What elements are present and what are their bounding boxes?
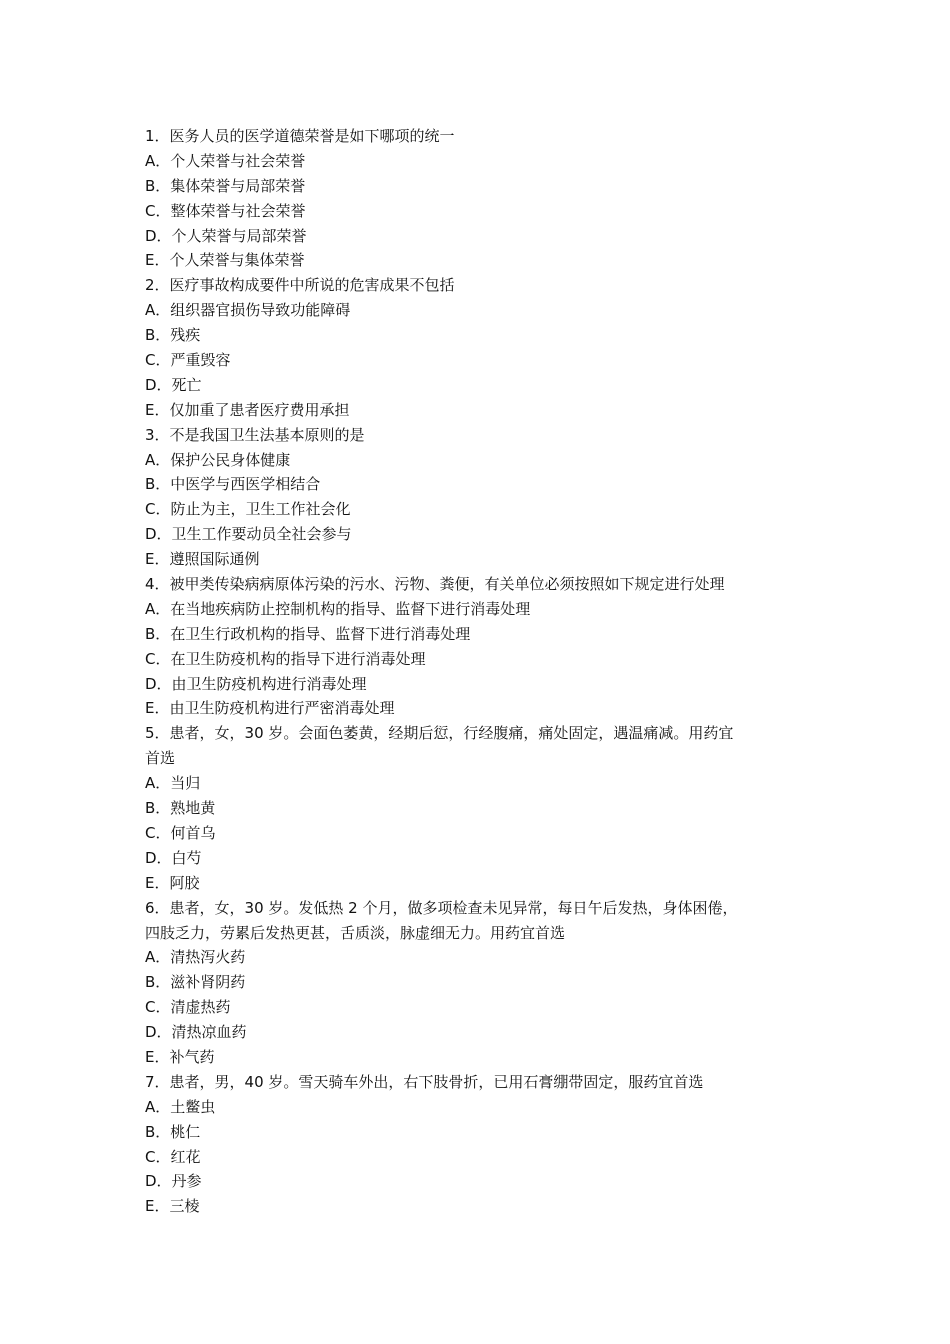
option-d: D．卫生工作要动员全社会参与 <box>145 525 352 544</box>
exam-page <box>145 124 815 1219</box>
option-c: C．防止为主，卫生工作社会化 <box>145 500 351 519</box>
option-e: E．仅加重了患者医疗费用承担 <box>145 400 350 419</box>
option-a: A．土鳖虫 <box>145 1097 216 1116</box>
option-d: D．由卫生防疫机构进行消毒处理 <box>145 674 367 693</box>
option-e: E．遵照国际通例 <box>145 550 260 569</box>
question-stem: 7．患者，男，40 岁。雪天骑车外出，右下肢骨折，已用石膏绷带固定，服药宜首选 <box>145 1072 704 1091</box>
option-d: D．白芍 <box>145 848 202 867</box>
question-1 <box>145 124 815 273</box>
option-b: B．中医学与西医学相结合 <box>145 475 321 494</box>
option-a: A．当归 <box>145 774 201 793</box>
option-c: C．整体荣誉与社会荣誉 <box>145 201 306 220</box>
option-c: C．何首乌 <box>145 823 216 842</box>
option-e: E．由卫生防疫机构进行严密消毒处理 <box>145 699 395 718</box>
option-e: E．补气药 <box>145 1047 215 1066</box>
option-b: B．桃仁 <box>145 1122 201 1141</box>
question-3 <box>145 423 815 572</box>
option-d: D．个人荣誉与局部荣誉 <box>145 226 307 245</box>
option-e: E．三棱 <box>145 1197 200 1216</box>
option-a: A．保护公民身体健康 <box>145 450 291 469</box>
option-e: E．个人荣誉与集体荣誉 <box>145 251 305 270</box>
question-stem: 1．医务人员的医学道德荣誉是如下哪项的统一 <box>145 127 455 145</box>
option-b: B．熟地黄 <box>145 799 216 818</box>
question-stem-line-1: 5．患者，女，30 岁。会面色萎黄，经期后愆，行经腹痛，痛处固定，遇温痛减。用药宜 <box>145 724 734 743</box>
option-c: C．清虚热药 <box>145 998 231 1017</box>
option-b: B．滋补肾阴药 <box>145 973 246 992</box>
question-stem-line-2: 四肢乏力，劳累后发热更甚，舌质淡，脉虚细无力。用药宜首选 <box>145 923 566 942</box>
option-a: A．个人荣誉与社会荣誉 <box>145 151 306 170</box>
option-b: B．集体荣誉与局部荣誉 <box>145 176 306 195</box>
option-b: B．残疾 <box>145 326 201 345</box>
question-5 <box>145 721 815 895</box>
question-stem: 2．医疗事故构成要件中所说的危害成果不包括 <box>145 276 455 295</box>
option-d: D．死亡 <box>145 375 202 394</box>
option-b: B．在卫生行政机构的指导、监督下进行消毒处理 <box>145 624 471 643</box>
question-stem-line-1: 6．患者，女，30 岁。发低热 2 个月，做多项检查未见异常，每日午后发热，身体困倦， <box>145 898 738 917</box>
option-d: D．丹参 <box>145 1172 202 1191</box>
question-stem: 3．不是我国卫生法基本原则的是 <box>145 425 365 444</box>
option-e: E．阿胶 <box>145 873 200 892</box>
question-2 <box>145 273 815 422</box>
option-d: D．清热凉血药 <box>145 1023 247 1042</box>
option-a: A．在当地疾病防止控制机构的指导、监督下进行消毒处理 <box>145 599 531 618</box>
option-a: A．清热泻火药 <box>145 948 246 967</box>
option-c: C．严重毁容 <box>145 351 231 370</box>
question-stem-line-2: 首选 <box>145 749 176 768</box>
question-6 <box>145 896 815 1070</box>
option-c: C．红花 <box>145 1147 201 1166</box>
question-stem: 4．被甲类传染病病原体污染的污水、污物、粪便，有关单位必须按照如下规定进行处理 <box>145 575 725 594</box>
option-a: A．组织器官损伤导致功能障碍 <box>145 301 351 320</box>
option-c: C．在卫生防疫机构的指导下进行消毒处理 <box>145 649 426 668</box>
question-7 <box>145 1070 815 1219</box>
question-4 <box>145 572 815 721</box>
